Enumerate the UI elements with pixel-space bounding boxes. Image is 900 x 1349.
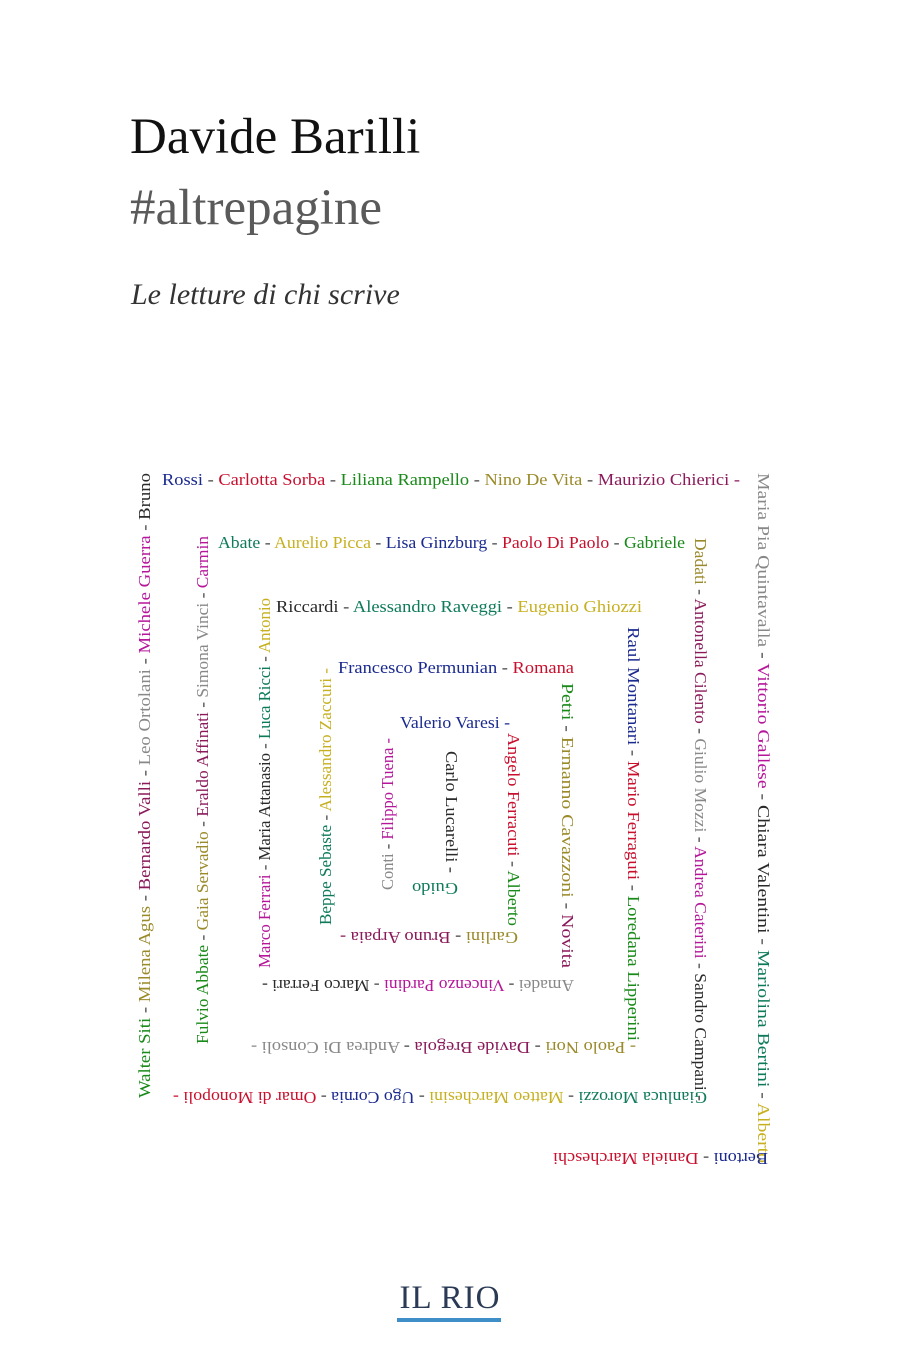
author-name-item: Garlini xyxy=(469,928,518,947)
author-name-item: Eugenio Ghiozzi xyxy=(517,597,633,616)
author-name-item: Andrea Di Consoli - xyxy=(261,1038,401,1057)
author-name-item: Ermanno Cavazzoni xyxy=(558,736,577,876)
name-separator: - xyxy=(504,856,523,870)
book-title: #altrepagine xyxy=(130,180,383,236)
spiral-segment-r2-left xyxy=(193,535,212,1044)
author-name-item: Sandro Campani - xyxy=(691,973,710,1098)
author-name-item: Eraldo Affinati xyxy=(193,714,212,817)
author-name-item: Bruno xyxy=(135,477,154,520)
name-separator: - xyxy=(754,1087,773,1101)
author-name-item: Bertoni xyxy=(717,1149,768,1168)
name-separator: - xyxy=(255,860,274,875)
author-name-item: Romana xyxy=(512,658,570,677)
author-name-item: Carlotta Sorba xyxy=(218,470,318,489)
author-name-item: Filippo Tuena - xyxy=(378,734,397,840)
author-name-item: Alberto xyxy=(754,1102,773,1155)
spiral-segment-r3-left xyxy=(255,598,274,968)
spiral-segment-r2-top xyxy=(218,533,685,552)
author-name-item: Andrea Caterini xyxy=(691,846,710,956)
spiral-segment-r6-right xyxy=(442,751,461,873)
spiral-segment-r4-top xyxy=(338,658,574,677)
author-name-item: Mariolina Bertini xyxy=(754,949,773,1069)
author-name-item: Angelo Ferracuti xyxy=(504,733,523,849)
spiral-segment-r5-bottom xyxy=(340,928,518,947)
name-separator: - xyxy=(325,470,340,489)
name-separator: - xyxy=(451,928,466,947)
name-separator: - xyxy=(558,720,577,735)
author-name-item: Guido xyxy=(412,879,458,898)
spiral-segment-r5-right xyxy=(504,733,523,926)
name-separator: - xyxy=(378,839,397,854)
author-name-item: Davide Bregola xyxy=(422,1038,531,1057)
spiral-segment-r4-left xyxy=(316,668,335,925)
author-name-item: Antonio xyxy=(255,597,274,653)
spiral-segment-r4-bottom xyxy=(262,976,574,995)
author-name-item: Aurelio Picca xyxy=(274,533,368,552)
author-name-item: Gabriele xyxy=(624,533,683,552)
author-name-item: Beppe Sebaste xyxy=(316,825,335,925)
book-subtitle: Le letture di chi scrive xyxy=(131,278,400,311)
author-name-item: Alberto xyxy=(504,870,523,923)
author-name-item: Simona Vinci xyxy=(193,604,212,698)
name-separator: - xyxy=(193,930,212,945)
author-name-item: - Paolo Nori xyxy=(551,1038,636,1057)
author-name-item: Raul Montanari xyxy=(624,627,643,735)
name-separator: - xyxy=(135,654,154,670)
author-name-item: Alessandro Zaccuri - xyxy=(316,668,335,812)
name-separator: - xyxy=(193,697,212,713)
name-separator: - xyxy=(699,1149,714,1168)
author-name-item: Amadei xyxy=(520,976,574,995)
name-separator: - xyxy=(502,597,517,616)
author-name-item: Walter Siti xyxy=(135,1025,154,1098)
name-separator: - xyxy=(369,976,385,995)
author-name-item: Luca Ricci xyxy=(255,664,274,740)
author-name-item: Riccardi xyxy=(276,597,334,616)
author-name-item: Dadati xyxy=(691,538,710,584)
spiral-segment-r5-top xyxy=(400,713,510,732)
name-separator: - xyxy=(754,788,773,803)
author-name-item: Maria Pia Quintavalla xyxy=(754,473,773,624)
name-separator: - xyxy=(415,1088,430,1107)
name-separator: - xyxy=(754,647,773,662)
name-separator: - xyxy=(202,470,218,489)
author-name-item: Novita xyxy=(558,914,577,961)
name-separator: - xyxy=(255,652,274,666)
spiral-segment-r2-right xyxy=(691,538,710,1101)
author-name-item: Milena Agus xyxy=(135,914,154,1003)
spiral-segment-r1-left xyxy=(135,473,154,1098)
name-separator: - xyxy=(135,1003,154,1018)
author-name-item: Giulio Mozzi xyxy=(691,738,710,830)
author-name-item: Lisa Ginzburg xyxy=(385,533,484,552)
author-name-item: Marco Ferrari xyxy=(255,873,274,968)
spiral-segment-r3-right xyxy=(624,627,643,1041)
author-name-item: Francesco Permunian xyxy=(338,658,485,677)
name-separator: - xyxy=(135,766,154,781)
spiral-segment-r3-top xyxy=(276,597,642,616)
name-separator: - xyxy=(497,658,512,677)
name-separator: - xyxy=(564,1088,579,1107)
author-name-item: Valerio Varesi - xyxy=(400,713,511,732)
name-separator: - xyxy=(582,470,597,489)
author-name-item: Vittorio Gallese xyxy=(754,663,773,772)
author-name-item: Leo Ortolani xyxy=(135,677,154,766)
name-separator: - xyxy=(624,880,643,895)
name-separator: - xyxy=(609,533,624,552)
author-name-item: Vincenzo Pardini xyxy=(387,976,505,995)
name-separator: - xyxy=(754,933,773,948)
author-name-item: Gianluca Morozzi xyxy=(583,1088,707,1107)
name-separator: - xyxy=(487,533,502,552)
author-name-item: Conti xyxy=(378,852,397,890)
name-separator: - xyxy=(316,811,335,825)
author-name-item: Maurizio Chierici - xyxy=(597,470,729,489)
name-separator: - xyxy=(370,533,386,552)
spiral-segment-r2-bottom xyxy=(173,1088,707,1107)
author-name-item: Petri xyxy=(558,683,577,716)
name-separator: - xyxy=(316,1088,332,1107)
author-name-item: Rossi xyxy=(162,470,200,489)
author-name-item: Matteo Marchesini xyxy=(434,1088,564,1107)
spiral-segment-r4-right xyxy=(558,683,577,969)
author-name-item: Bruno Arpaia - xyxy=(348,928,451,947)
author-name-item: Alessandro Raveggi xyxy=(352,597,491,616)
name-separator: - xyxy=(193,588,212,603)
name-separator: - xyxy=(135,891,154,906)
name-separator: - xyxy=(135,521,154,536)
author-name-item: Mario Ferraguti xyxy=(624,760,643,869)
name-separator: - xyxy=(691,584,710,599)
spiral-segment-r1-right xyxy=(754,473,773,1163)
spiral-segment-r1-top xyxy=(162,470,740,489)
author-name-item: Bernardo Valli xyxy=(135,791,154,891)
author-name-item: Michele Guerra xyxy=(135,546,154,654)
name-separator: - xyxy=(193,817,212,832)
name-separator: - xyxy=(504,976,519,995)
name-separator: - xyxy=(691,832,710,846)
name-separator: - xyxy=(531,1038,546,1057)
name-separator: - xyxy=(260,533,274,552)
author-name-item: Carlo Lucarelli - xyxy=(442,751,461,865)
author-name-item: Gaia Servadio xyxy=(193,833,212,931)
spiral-segment-r5-left xyxy=(378,734,397,890)
author-name-item: Antonella Cilento xyxy=(691,598,710,720)
author-name-item: Daniela Marcheschi xyxy=(562,1149,699,1168)
author-name-item: Chiara Valentini xyxy=(754,805,773,916)
author-name: Davide Barilli xyxy=(130,109,421,165)
spiral-segment-r3-bottom xyxy=(251,1038,636,1057)
author-name-item: Omar di Monopoli - xyxy=(178,1088,317,1107)
name-separator: - xyxy=(558,897,577,912)
author-name-item: Nino De Vita xyxy=(484,470,575,489)
name-separator: - xyxy=(469,470,484,489)
publisher-logo: IL RIO xyxy=(399,1280,501,1316)
author-name-item: Loredana Lipperini xyxy=(624,895,643,1028)
name-separator: - xyxy=(338,597,352,616)
author-name-item: Ugo Cornia xyxy=(334,1088,415,1107)
spiral-segment-r6-bottom xyxy=(412,879,458,898)
publisher-logo-underline xyxy=(397,1318,501,1322)
author-name-item: Liliana Rampello xyxy=(340,470,460,489)
author-name-item: Paolo Di Paolo xyxy=(501,533,605,552)
name-separator: - xyxy=(401,1038,415,1057)
author-name-item: Maria Attanasio xyxy=(255,751,274,861)
author-name-item: Fulvio Abbate xyxy=(193,947,212,1044)
author-name-item: Abate xyxy=(218,533,259,552)
name-separator: - xyxy=(691,723,710,738)
spiral-segment-r1-bottom xyxy=(553,1149,768,1168)
author-name-item: Marco Ferrari - xyxy=(264,976,370,995)
author-name-item: Carmin xyxy=(193,537,212,589)
name-separator: - xyxy=(691,958,710,973)
name-separator: - xyxy=(624,745,643,760)
name-separator: - xyxy=(255,738,274,754)
